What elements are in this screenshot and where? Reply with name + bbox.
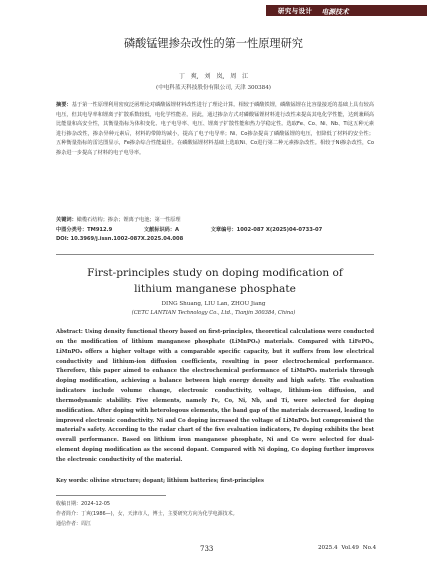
article-number: 文章编号：1002-087 X(2025)04-0733-07 [210, 227, 323, 233]
chinese-abstract-label: 摘要： [56, 102, 72, 108]
chinese-authors: 丁 爽, 刘 岚, 周 江 [178, 73, 249, 80]
page-number: 733 [200, 545, 214, 553]
corresponding-author: 通信作者：周江 [56, 521, 92, 527]
chinese-title: 磷酸锰锂掺杂改性的第一性原理研究 [123, 37, 303, 50]
chinese-abstract-text: 基于第一性原理利用密度泛函理论对磷酸锰锂材料改性进行了理论计算。相较于磷酸铁锂，磷酸锰锂在比容量接近的基础上具有较高电压，但其电导率和锂离子扩散系数较低，电化学性能差。因此，通过掺杂方式对磷酸锰锂材料进行改性来提高其电化学性能，达到兼顾高比能量和高安全性，其衡量指标为体积变化、电子电导率、电压、锂离子扩散性能和热力学稳定性。选取Fe、Co、Ni、Nb、Ti这五种元素进行掺杂改性，掺杂异种元素后，材料的带隙均减小，提高了电子电导率；Ni、Co掺杂提高了磷酸锰锂的电压，但降低了材料的安全性；五种衡量指标的雷达图显示，Fe掺杂综合性能最佳。在磷酸锰锂材料基础上选取Ni、Co进行第二种元素掺杂改性。相较于Ni掺杂改性，Co掺杂进一步提高了材料的电子电导率。 [56, 102, 374, 156]
section-label: 研究与设计 [278, 7, 313, 15]
chinese-affiliation: (中电科蓝天科技股份有限公司, 天津 300384) [156, 85, 271, 91]
english-keywords-label: Key words: [56, 478, 89, 484]
chinese-keywords-label: 关键词： [56, 217, 77, 223]
doi: DOI: 10.3969/j.issn.1002-087X.2025.04.008 [56, 236, 184, 242]
chinese-abstract [56, 101, 374, 158]
english-abstract-text: Using density functional theory based on first-principles, theoretical calculations were conducted on the modification of lithium manganese phosphate (LiMnPO₄) materials. Compared with LiFePO₄, LiMnPO₄ offers a higher voltage with a comparable specific capacity, but it suffers from low electrical conductivity and lithium-ion diffusion coefficients, resulting in poor electrochemical performance. Therefore, this paper aimed to enhance the electrochemical performance of LiMnPO₄ materials through doping modification, achieving a balance between high energy density and high safety. The evaluation indicators include volume change, electronic conductivity, voltage, lithium-ion diffusion, and thermodynamic stability. Five elements, namely Fe, Co, Ni, Nb, and Ti, were selected for doping modification. After doping with heterologous elements, the band gap of the materials decreased, leading to improved electronic conductivity. Ni and Co doping increased the voltage of LiMnPO₄ but compromised the material's safety. According to the radar chart of the five evaluation indicators, Fe doping exhibits the best overall performance. Based on lithium iron manganese phosphate, Ni and Co were selected for dual-element doping modification as the second dopant. Compared with Ni doping, Co doping further improves the electronic conductivity of the material. [56, 329, 374, 463]
english-authors: DING Shuang, LIU Lan, ZHOU Jiang [161, 301, 266, 307]
received-date: 收稿日期：2024-12-05 [56, 501, 111, 507]
footnote-divider [56, 495, 166, 496]
author-biography: 作者简介：丁爽(1986—)，女，天津市人，博士，主要研究方向为化学电源技术。 [56, 511, 238, 517]
clc-number: 中图分类号：TM912.9 [56, 227, 113, 233]
chinese-keywords-text: 橄榄石结构；掺杂；锂离子电池；第一性原理 [76, 217, 181, 223]
classification-row [56, 226, 322, 233]
english-keywords-text: olivine structure; dopant; lithium batteries; first-principles [88, 478, 264, 484]
section-divider [56, 254, 374, 255]
english-affiliation: (CETC LANTIAN Technology Co., Ltd., Tianjin 300384, China) [131, 310, 296, 316]
english-title: First-principles study on doping modification of lithium manganese phosphate [87, 267, 343, 295]
english-abstract-label: Abstract: [56, 329, 83, 335]
document-code: 文献标识码：A [143, 227, 180, 233]
issue-info: 2025.4 Vol.49 No.4 [318, 545, 377, 551]
chinese-keywords [56, 216, 374, 223]
english-abstract [56, 328, 374, 466]
journal-brand: 电源技术 [321, 7, 349, 16]
english-keywords [56, 478, 374, 484]
journal-header-bar [266, 5, 427, 16]
